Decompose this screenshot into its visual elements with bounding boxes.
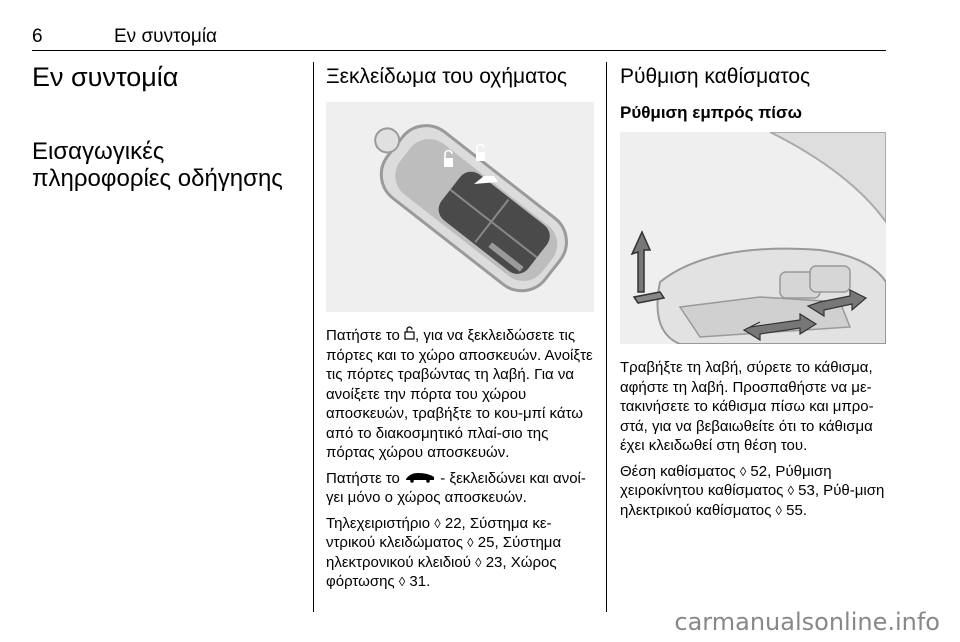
subsection-heading: Ρύθμιση εμπρός πίσω [620,103,802,122]
page-header [32,22,886,51]
car-trunk-icon [404,470,436,487]
column-seat-adjustment [620,60,888,526]
section-title: Εισαγωγικές πληροφορίες οδήγησης [32,138,283,192]
paragraph: Πατήστε το - ξεκλειδώνει και ανοί-γει μόνο ο χώρος αποσκευών. [326,469,586,506]
unlock-icon [404,327,415,344]
key-fob-illustration [326,102,594,312]
chapter-title: Εν συντομία [32,62,179,92]
seat-adjustment-illustration [620,132,886,344]
column-unlocking [326,60,594,598]
paragraph-references: Τηλεχειριστήριο ◊ 22, Σύστημα κε-ντρικού κλειδώματος ◊ 25, Σύστημα ηλεκτρονικού κλειδιού ◊ 23, Χώρος φόρτωσης ◊ 31. [326,514,562,590]
paragraph: Τραβήξτε τη λαβή, σύρετε το κάθισμα, αφήστε τη λαβή. Προσπαθήστε να με-τακινήσετε το κάθισμα πίσω και μπρο-στά, για να βεβαιωθείτε ότι το κάθισμα έχει κλειδωθεί στη θέση του. [620,359,874,454]
page-number: 6 [32,26,43,47]
paragraph: Πατήστε το , για να ξεκλειδώσετε τις πόρτες και το χώρο αποσκευών. Ανοίξτε τις πόρτες τραβώντας τη λαβή. Για να ανοίξετε την πόρτα του χώρου αποσκευών, τραβήξτε το κου-μπί κάτω από το διακοσμητικό πλαί-σιο της πόρτας χώρου αποσκευών. [326,327,593,461]
paragraph-references: Θέση καθίσματος ◊ 52, Ρύθμιση χειροκίνητου καθίσματος ◊ 53, Ρύθ-μιση ηλεκτρικού καθίσματος ◊ 55. [620,462,885,519]
section-heading: Ρύθμιση καθίσματος [620,65,811,88]
column-divider [313,62,314,612]
watermark: carmanualsonline.info [674,608,940,636]
section-heading: Ξεκλείδωμα του οχήματος [326,65,568,88]
running-title: Εν συντομία [114,26,218,47]
column-divider [606,62,607,612]
column-intro [32,60,302,192]
